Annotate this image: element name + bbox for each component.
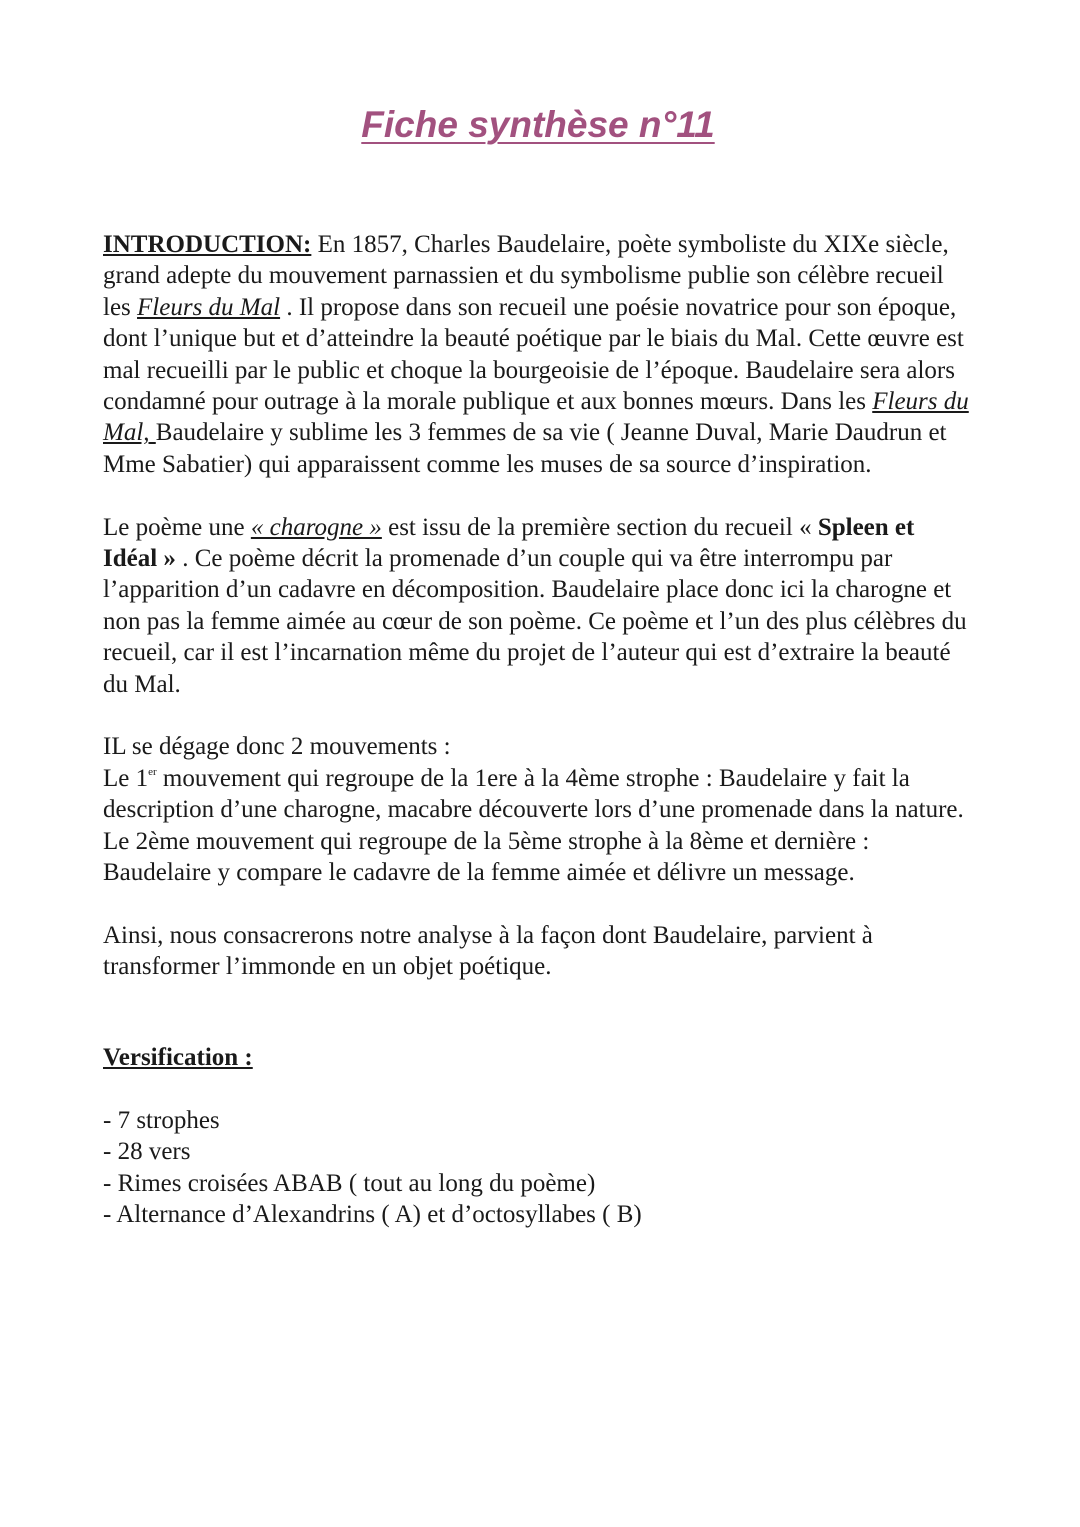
section-title: Spleen et Idéal » [103,513,915,573]
poem-text-3: . Ce poème décrit la promenade d’un couple qui va être interrompu par l’apparition d’un cadavre en décomposition. Baudelaire place donc ici la charogne et non pas la femme aimée au cœur de son poème. Ce poème et l’un des plus célèbres du recueil, car il est l’incarnation même du projet de l’auteur qui est d’extraire la beauté du Mal. [103,545,967,698]
mouvement-1-text: mouvement qui regroupe de la 1ere à la 4ème strophe : Baudelaire y fait la description d’une charogne, macabre découverte lors d’une promenade dans la nature. [103,764,964,824]
list-item: - 7 strophes [103,1106,220,1134]
page-title: Fiche synthèse n°11 [361,104,715,145]
poem-text-1: Le poème une [103,513,251,541]
mouvement-2: Le 2ème mouvement qui regroupe de la 5ème strophe à la 8ème et dernière : Baudelaire y compare le cadavre de la femme aimée et délivre un message. [103,827,870,887]
versification-list [103,1105,973,1231]
intro-work-title-2: Fleurs du Mal, [103,388,969,447]
intro-text-3: Baudelaire y sublime les 3 femmes de sa vie ( Jeanne Duval, Marie Daudrun et Mme Sabatier) qui apparaissent comme les muses de sa source d’inspiration. [103,419,947,478]
list-item: - Rimes croisées ABAB ( tout au long du poème) [103,1169,596,1197]
paragraph-spacer [103,700,973,731]
document-body [103,229,973,1231]
poem-text-2: est issu de la première section du recueil « [381,513,818,541]
intro-text-2: . Il propose dans son recueil une poésie novatrice pour son époque, dont l’unique but et d’atteindre la beauté poétique par le biais du Mal. Cette œuvre est mal recueilli par le public et choque la bourgeoisie de l’époque. Baudelaire sera alors condamné pour outrage à la morale publique et aux bonnes mœurs. Dans les [103,293,964,416]
paragraph-spacer [103,889,973,920]
poem-paragraph [103,512,973,700]
paragraph-spacer [103,1074,973,1105]
mouvement-1-ordinal: er [148,765,157,778]
mouvement-1 [103,763,973,826]
mouvement-1-prefix: Le 1 [103,764,149,792]
poem-title: « charogne » [250,513,382,541]
paragraph-spacer [103,983,973,1014]
list-item: - Alternance d’Alexandrins ( A) et d’octosyllabes ( B) [103,1201,642,1229]
list-item: - 28 vers [103,1138,191,1166]
introduction-paragraph [103,229,973,480]
paragraph-spacer [103,1014,973,1042]
problematique-paragraph: Ainsi, nous consacrerons notre analyse à la façon dont Baudelaire, parvient à transformer l’immonde en un objet poétique. [103,921,873,981]
intro-work-title-1: Fleurs du Mal [137,293,281,321]
versification-heading: Versification : [103,1044,253,1072]
mouvements-intro: IL se dégage donc 2 mouvements : [103,733,451,761]
introduction-heading: INTRODUCTION: [103,231,312,258]
paragraph-spacer [103,480,973,511]
intro-text-1: En 1857, Charles Baudelaire, poète symboliste du XIXe siècle, grand adepte du mouvement parnassien et du symbolisme publie son célèbre recueil les [103,231,949,321]
